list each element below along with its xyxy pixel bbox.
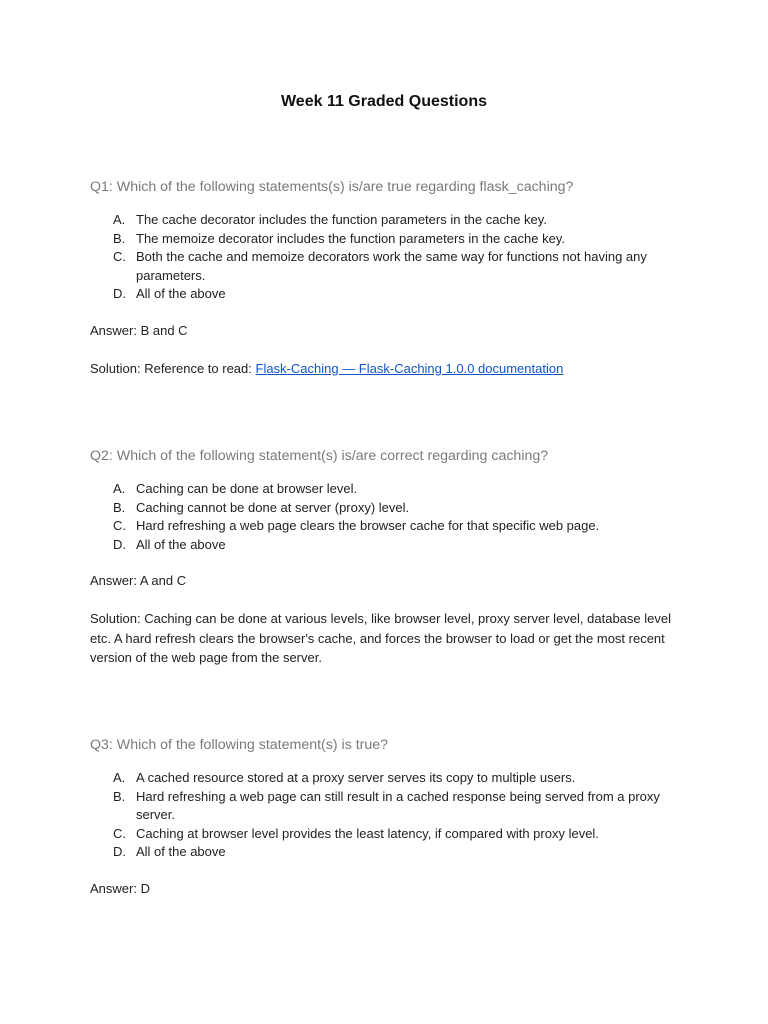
answer-text: Answer: A and C <box>90 573 187 588</box>
option-item <box>90 211 690 230</box>
option-letter: C. <box>113 249 126 264</box>
option-letter: B. <box>113 788 126 804</box>
option-text: All of the above <box>136 536 226 552</box>
option-item <box>90 769 690 788</box>
option-text: Caching cannot be done at server (proxy) level. <box>136 499 410 515</box>
option-item <box>90 480 690 499</box>
question-text: Q2: Which of the following statement(s) is/are correct regarding caching? <box>90 448 549 464</box>
page-title: Week 11 Graded Questions <box>280 93 487 110</box>
question-block-2 <box>90 447 690 668</box>
option-list <box>90 769 690 862</box>
option-letter: B. <box>113 499 126 515</box>
question-text: Q3: Which of the following statement(s) is true? <box>90 737 389 753</box>
option-item <box>90 517 690 536</box>
answer-text: Answer: B and C <box>90 322 188 338</box>
question-text: Q1: Which of the following statements(s) is/are true regarding flask_caching? <box>90 179 574 195</box>
option-letter: D. <box>113 844 126 859</box>
option-item <box>90 499 690 518</box>
option-item <box>90 248 690 285</box>
option-letter: D. <box>113 286 126 301</box>
documentation-link[interactable]: Flask-Caching — Flask-Caching 1.0.0 documentation <box>255 360 564 376</box>
option-text: Hard refreshing a web page can still result in a cached response being served from a proxy server. <box>136 788 660 822</box>
option-text: All of the above <box>136 286 226 301</box>
option-text: All of the above <box>136 844 226 859</box>
option-text: Caching can be done at browser level. <box>136 481 358 496</box>
option-item <box>90 825 690 844</box>
option-letter: A. <box>113 770 126 785</box>
solution-prefix: Solution: Reference to read: <box>90 360 256 376</box>
option-item <box>90 536 690 555</box>
option-item <box>90 788 690 825</box>
solution-text <box>90 359 690 379</box>
option-list <box>90 211 690 304</box>
question-block-1 <box>90 178 690 378</box>
option-text: The cache decorator includes the function parameters in the cache key. <box>136 212 547 227</box>
option-letter: B. <box>113 230 126 246</box>
option-item <box>90 843 690 862</box>
answer-text: Answer: D <box>90 880 150 896</box>
question-block-3 <box>90 736 690 898</box>
option-item <box>90 285 690 304</box>
option-item <box>90 230 690 249</box>
option-letter: C. <box>113 518 126 533</box>
option-text: The memoize decorator includes the function parameters in the cache key. <box>136 230 565 246</box>
option-letter: C. <box>113 825 126 841</box>
option-text: Caching at browser level provides the least latency, if compared with proxy level. <box>136 825 599 841</box>
option-text: Both the cache and memoize decorators work the same way for functions not having any parameters. <box>136 249 647 283</box>
option-list <box>90 480 690 554</box>
solution-text: Solution: Caching can be done at various levels, like browser level, proxy server level, database level etc. A hard refresh clears the browser's cache, and forces the browser to load or get the most recent version of the web page from the server. <box>90 611 671 665</box>
option-letter: A. <box>113 212 126 227</box>
option-text: A cached resource stored at a proxy server serves its copy to multiple users. <box>136 770 576 785</box>
option-text: Hard refreshing a web page clears the browser cache for that specific web page. <box>136 518 600 533</box>
option-letter: D. <box>113 536 126 552</box>
option-letter: A. <box>113 481 126 496</box>
